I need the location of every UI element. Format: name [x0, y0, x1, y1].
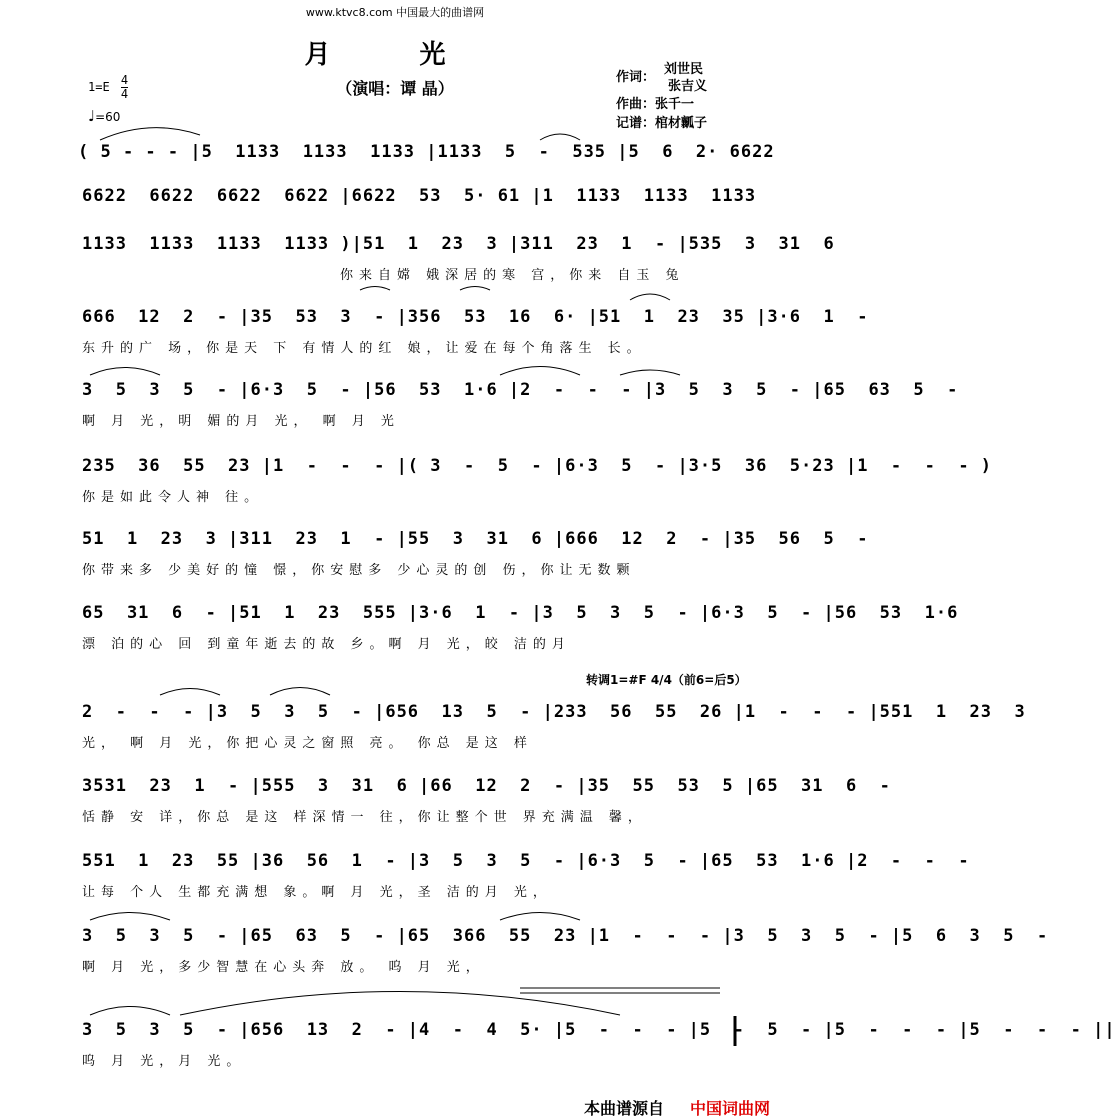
quarter-note-icon: ♩ — [88, 107, 96, 125]
score-line-5: 3 5 3 5 - |6·3 5 - |56 53 1·6 |2 - - - |3 5 3 5 - |65 63 5 - — [82, 380, 970, 400]
score-line-6: 235 36 55 23 |1 - - - |( 3 - 5 - |6·3 5 - |3·5 36 5·23 |1 - - - ) — [82, 456, 993, 476]
score-line-7: 51 1 23 3 |311 23 1 - |55 3 31 6 |666 12 2 - |35 56 5 - — [82, 529, 880, 549]
lyrics-line-7: 你带来多 少美好的憧 憬，你安慰多 少心灵的创 伤，你让无数颗 — [82, 563, 636, 578]
lyrics-line-13: 呜 月 光，月 光。 — [82, 1054, 246, 1069]
lyricist-1: 刘世民 — [664, 62, 704, 77]
lyrics-line-5: 啊 月 光，明 媚的月 光， 啊 月 光 — [82, 414, 400, 429]
composer: 作曲：张千一 — [616, 97, 695, 112]
lyrics-line-4: 东升的广 场，你是天 下 有情人的红 娘，让爱在每个角落生 长。 — [82, 341, 646, 356]
lyrics-line-12: 啊 月 光，多少智慧在心头奔 放。 呜 月 光， — [82, 960, 485, 975]
song-title: 月 光 — [304, 40, 486, 70]
site-header[interactable]: www.ktvc8.com 中国最大的曲谱网 — [305, 6, 485, 19]
lyrics-line-10: 恬静 安 详，你总 是这 样深情一 往，你让整个世 界充满温 馨， — [82, 810, 647, 825]
time-top: 4 — [120, 73, 129, 87]
footer-site-link[interactable]: 中国词曲网 — [690, 1099, 771, 1118]
score-line-13: 3 5 3 5 - |656 13 2 - |4 - 4 5· |5 - - - |5 - 5 - |5 - - - |5 - - - || — [82, 1020, 1116, 1040]
modulation-mark: 转调1=#F 4/4（前6=后5） — [586, 673, 747, 687]
score-line-4: 666 12 2 - |35 53 3 - |356 53 16 6· |51 1 23 35 |3·6 1 - — [82, 307, 880, 327]
transcriber: 记谱：棺材瓤子 — [616, 116, 708, 131]
score-line-12: 3 5 3 5 - |65 63 5 - |65 366 55 23 |1 - - - |3 5 3 5 - |5 6 3 5 - — [82, 926, 1060, 946]
lyrics-line-8: 漂 泊的心 回 到童年逝去的故 乡。啊 月 光，皎 洁的月 — [82, 637, 571, 652]
score-line-3: 1133 1133 1133 1133 )|51 1 23 3 |311 23 1 - |535 3 31 6 — [82, 234, 846, 254]
key-label: 1=E — [88, 80, 110, 94]
score-line-2: 6622 6622 6622 6622 |6622 53 5· 61 |1 1133 1133 1133 — [82, 186, 768, 206]
lyrics-label: 作词： — [616, 70, 656, 85]
score-line-8: 65 31 6 - |51 1 23 555 |3·6 1 - |3 5 3 5 - |6·3 5 - |56 53 1·6 — [82, 603, 970, 623]
singer-line: （演唱：谭 晶） — [336, 79, 454, 98]
score-line-9: 2 - - - |3 5 3 5 - |656 13 5 - |233 56 55 26 |1 - - - |551 1 23 3 — [82, 702, 1037, 722]
footer-source-label: 本曲谱源自 — [584, 1099, 665, 1118]
lyricist-2: 张吉义 — [668, 79, 708, 94]
lyrics-line-11: 让每 个人 生都充满想 象。啊 月 光，圣 洁的月 光， — [82, 885, 552, 900]
lyrics-line-3: 你来自嫦 娥深居的寒 宫，你来 自玉 兔 — [340, 268, 685, 283]
score-line-1: ( 5 - - - |5 1133 1133 1133 |1133 5 - 535 |5 6 2· 6622 — [78, 142, 786, 162]
lyrics-line-9: 光， 啊 月 光，你把心灵之窗照 亮。 你总 是这 样 — [82, 736, 533, 751]
time-bottom: 4 — [120, 87, 129, 101]
score-line-11: 551 1 23 55 |36 56 1 - |3 5 3 5 - |6·3 5 - |65 53 1·6 |2 - - - — [82, 851, 981, 871]
score-line-10: 3531 23 1 - |555 3 31 6 |66 12 2 - |35 55 53 5 |65 31 6 - — [82, 776, 903, 796]
tempo-value: =60 — [95, 110, 121, 124]
lyrics-line-6: 你是如此令人神 往。 — [82, 490, 264, 505]
